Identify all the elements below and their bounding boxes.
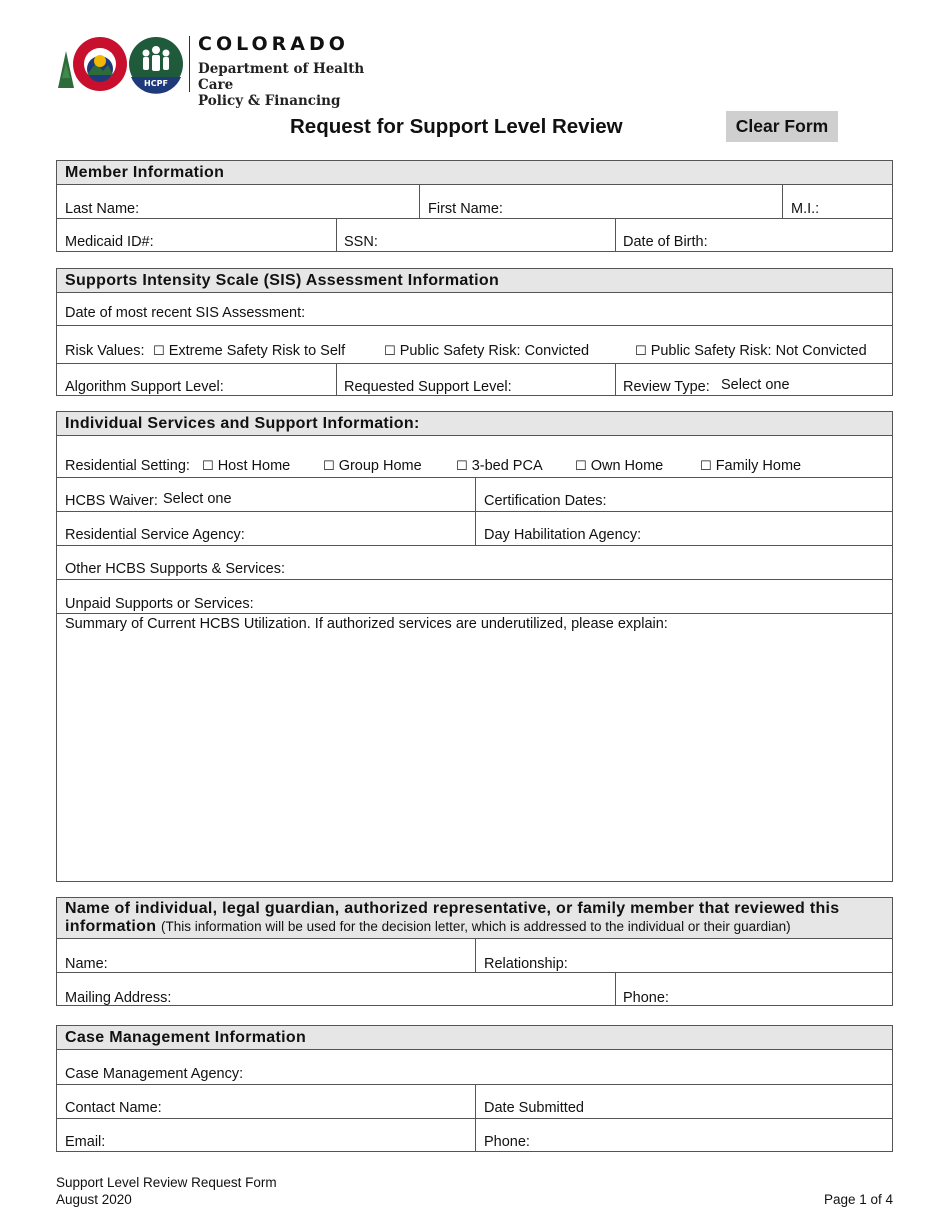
relationship-label: Relationship: bbox=[484, 956, 568, 972]
hcbs-waiver-select[interactable]: Select one bbox=[163, 491, 232, 507]
day-habilitation-label: Day Habilitation Agency: bbox=[484, 527, 642, 543]
review-type-label: Review Type: bbox=[623, 379, 710, 395]
clear-form-button[interactable]: Clear Form bbox=[726, 111, 838, 142]
residential-agency-label: Residential Service Agency: bbox=[65, 527, 245, 543]
cm-agency-label: Case Management Agency: bbox=[65, 1066, 244, 1082]
sis-heading: Supports Intensity Scale (SIS) Assessment Information bbox=[57, 269, 892, 293]
summary-textarea[interactable] bbox=[65, 636, 885, 876]
other-hcbs-label: Other HCBS Supports & Services: bbox=[65, 561, 285, 577]
footer-date: August 2020 bbox=[56, 1192, 132, 1207]
certification-dates-label: Certification Dates: bbox=[484, 493, 607, 509]
residential-setting-label: Residential Setting: bbox=[65, 458, 190, 474]
colorado-logo-icon bbox=[56, 33, 188, 95]
three-bed-pca-checkbox[interactable]: ☐ 3-bed PCA bbox=[456, 458, 543, 474]
reviewer-section bbox=[56, 897, 893, 1006]
member-info-heading: Member Information bbox=[57, 161, 892, 185]
reviewer-heading: Name of individual, legal guardian, authorized representative, or family member that reviewed this information (This information will be used for the decision letter, which is addressed to the individual or their guardian) bbox=[57, 898, 892, 939]
mailing-address-label: Mailing Address: bbox=[65, 990, 172, 1006]
risk-public-convicted-checkbox[interactable]: ☐ Public Safety Risk: Convicted bbox=[384, 343, 590, 359]
footer-page-number: Page 1 of 4 bbox=[823, 1192, 893, 1207]
risk-extreme-self-checkbox[interactable]: ☐ Extreme Safety Risk to Self bbox=[153, 343, 346, 359]
group-home-checkbox[interactable]: ☐ Group Home bbox=[323, 458, 422, 474]
footer-form-name: Support Level Review Request Form bbox=[56, 1175, 277, 1190]
dob-label: Date of Birth: bbox=[623, 234, 708, 250]
footer-left bbox=[56, 1174, 277, 1208]
logo-department: Department of Health Care Policy & Financing bbox=[198, 61, 365, 109]
mi-label: M.I.: bbox=[791, 201, 820, 217]
own-home-checkbox[interactable]: ☐ Own Home bbox=[575, 458, 664, 474]
logo-divider bbox=[189, 36, 190, 92]
contact-name-label: Contact Name: bbox=[65, 1100, 162, 1116]
reviewer-phone-label: Phone: bbox=[623, 990, 669, 1006]
unpaid-supports-label: Unpaid Supports or Services: bbox=[65, 596, 254, 612]
algorithm-level-label: Algorithm Support Level: bbox=[65, 379, 224, 395]
reviewer-name-label: Name: bbox=[65, 956, 108, 972]
services-heading: Individual Services and Support Information: bbox=[57, 412, 892, 436]
hcpf-logo bbox=[56, 33, 396, 109]
member-info-section bbox=[56, 160, 893, 252]
ssn-label: SSN: bbox=[344, 234, 378, 250]
svg-text:HCPF: HCPF bbox=[144, 79, 168, 88]
email-label: Email: bbox=[65, 1134, 106, 1150]
family-home-checkbox[interactable]: ☐ Family Home bbox=[700, 458, 802, 474]
summary-label: Summary of Current HCBS Utilization. If authorized services are underutilized, please explain: bbox=[65, 616, 668, 632]
risk-public-not-convicted-checkbox[interactable]: ☐ Public Safety Risk: Not Convicted bbox=[635, 343, 867, 359]
first-name-label: First Name: bbox=[428, 201, 503, 217]
sis-section bbox=[56, 268, 893, 396]
review-type-select[interactable]: Select one bbox=[721, 377, 790, 393]
last-name-label: Last Name: bbox=[65, 201, 140, 217]
risk-values-label: Risk Values: bbox=[65, 343, 145, 359]
host-home-checkbox[interactable]: ☐ Host Home bbox=[202, 458, 291, 474]
services-section bbox=[56, 411, 893, 882]
date-submitted-label: Date Submitted bbox=[484, 1100, 584, 1116]
medicaid-id-label: Medicaid ID#: bbox=[65, 234, 154, 250]
logo-state: COLORADO bbox=[198, 33, 349, 55]
cm-phone-label: Phone: bbox=[484, 1134, 530, 1150]
hcbs-waiver-label: HCBS Waiver: bbox=[65, 493, 158, 509]
requested-level-label: Requested Support Level: bbox=[344, 379, 512, 395]
page-title: Request for Support Level Review bbox=[290, 115, 623, 138]
sis-date-label: Date of most recent SIS Assessment: bbox=[65, 305, 306, 321]
case-mgmt-section bbox=[56, 1025, 893, 1152]
case-mgmt-heading: Case Management Information bbox=[57, 1026, 892, 1050]
